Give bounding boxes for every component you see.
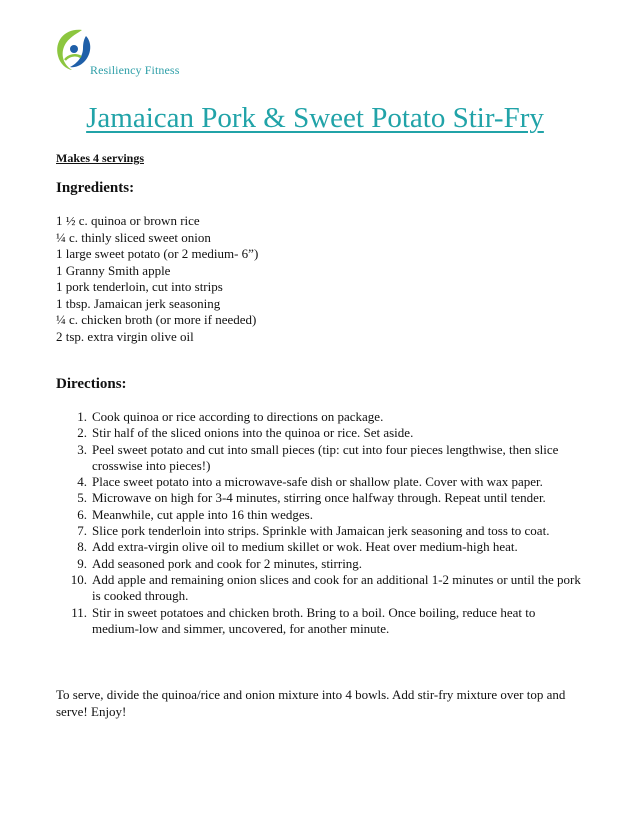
direction-step — [56, 409, 581, 425]
step-number: 6. — [77, 506, 87, 522]
recipe-title: Jamaican Pork & Sweet Potato Stir-Fry — [86, 102, 544, 134]
direction-step — [56, 605, 581, 638]
step-number: 11. — [71, 604, 87, 620]
direction-step — [56, 523, 581, 539]
step-number: 1. — [77, 409, 87, 424]
logo-text: Resiliency Fitness — [90, 63, 180, 77]
direction-step — [56, 572, 581, 605]
step-text: Meanwhile, cut apple into 16 thin wedges. — [92, 506, 313, 522]
direction-step — [56, 539, 581, 555]
direction-step — [56, 474, 581, 490]
ingredients-list — [56, 213, 258, 345]
step-text: Place sweet potato into a microwave-safe dish or shallow plate. Cover with wax paper. — [92, 474, 543, 490]
direction-step — [56, 442, 581, 475]
step-number: 5. — [77, 490, 87, 506]
step-text: Add seasoned pork and cook for 2 minutes, stirring. — [92, 555, 363, 571]
directions-list — [56, 409, 581, 637]
step-number: 9. — [77, 555, 87, 571]
ingredient-item: ¼ c. chicken broth (or more if needed) — [56, 312, 257, 327]
ingredient-item: 1 ½ c. quinoa or brown rice — [56, 213, 200, 228]
ingredient-item: 2 tsp. extra virgin olive oil — [56, 328, 194, 344]
step-text: Peel sweet potato and cut into small pieces (tip: cut into four pieces lengthwise, then slice crosswise into pieces!) — [92, 441, 559, 473]
step-text: Add extra-virgin olive oil to medium skillet or wok. Heat over medium-high heat. — [92, 539, 518, 555]
directions-heading: Directions: — [56, 376, 127, 392]
step-number: 7. — [77, 523, 87, 539]
ingredient-item: 1 pork tenderloin, cut into strips — [56, 279, 223, 294]
step-number: 8. — [77, 539, 87, 555]
ingredient-item: 1 large sweet potato (or 2 medium- 6”) — [56, 246, 259, 261]
step-text: Add apple and remaining onion slices and cook for an additional 1-2 minutes or until the pork is cooked through. — [92, 571, 581, 604]
brand-logo — [52, 26, 192, 80]
step-number: 2. — [77, 425, 87, 441]
step-text: Microwave on high for 3-4 minutes, stirring once halfway through. Repeat until tender. — [92, 490, 546, 506]
ingredient-item: ¼ c. thinly sliced sweet onion — [56, 229, 211, 245]
step-number: 3. — [77, 441, 87, 457]
serving-instructions: To serve, divide the quinoa/rice and onion mixture into 4 bowls. Add stir-fry mixture over top and serve! Enjoy! — [56, 687, 566, 719]
step-text: Slice pork tenderloin into strips. Sprinkle with Jamaican jerk seasoning and toss to coat. — [92, 523, 550, 539]
direction-step — [56, 556, 581, 572]
step-text: Stir in sweet potatoes and chicken broth. Bring to a boil. Once boiling, reduce heat to medium-low and simmer, uncovered, for another minute. — [92, 604, 536, 636]
step-text: Stir half of the sliced onions into the quinoa or rice. Set aside. — [92, 425, 414, 441]
direction-step — [56, 425, 581, 441]
step-number: 4. — [77, 474, 87, 490]
direction-step — [56, 507, 581, 523]
step-text: Cook quinoa or rice according to directions on package. — [92, 409, 384, 424]
servings-note: Makes 4 servings — [56, 151, 144, 165]
ingredient-item: 1 Granny Smith apple — [56, 262, 171, 278]
ingredients-heading: Ingredients: — [56, 180, 135, 196]
direction-step — [56, 490, 581, 506]
ingredient-item: 1 tbsp. Jamaican jerk seasoning — [56, 295, 221, 311]
step-number: 10. — [70, 571, 87, 587]
